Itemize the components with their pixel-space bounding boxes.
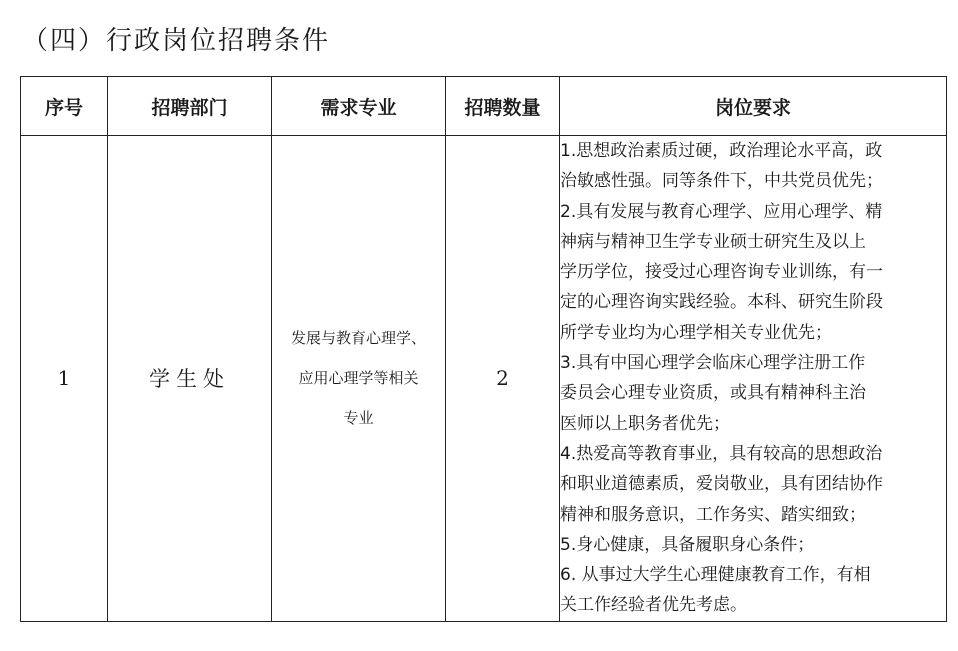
- requirement-line: 关工作经验者优先考虑。: [560, 595, 747, 616]
- requirement-line: 1.思想政治素质过硬，政治理论水平高，政: [560, 141, 883, 161]
- requirement-line: 精神和服务意识，工作务实、踏实细致；: [560, 504, 866, 525]
- cell-major: [272, 136, 446, 622]
- requirement-line: 学历学位，接受过心理咨询专业训练，有一: [560, 262, 883, 283]
- requirement-line: 2.具有发展与教育心理学、应用心理学、精: [560, 201, 883, 222]
- header-requirements: 岗位要求: [560, 77, 947, 136]
- major-line: 专业: [343, 409, 374, 428]
- requirement-line: 和职业道德素质，爱岗敬业，具有团结协作: [560, 474, 883, 495]
- table-header-row: [21, 77, 947, 136]
- requirement-line: 所学专业均为心理学相关专业优先；: [560, 322, 832, 343]
- requirement-line: 4.热爱高等教育事业，具有较高的思想政治: [560, 443, 883, 464]
- requirement-line: 医师以上职务者优先；: [560, 413, 730, 434]
- requirement-line: 定的心理咨询实践经验。本科、研究生阶段: [560, 292, 883, 313]
- major-line: 发展与教育心理学、: [290, 329, 426, 348]
- requirement-line: 3.具有中国心理学会临床心理学注册工作: [560, 353, 866, 374]
- header-quantity: 招聘数量: [446, 77, 560, 136]
- cell-requirements: [560, 136, 947, 622]
- header-index: 序号: [21, 77, 108, 136]
- header-major: 需求专业: [272, 77, 446, 136]
- header-department: 招聘部门: [108, 77, 272, 136]
- requirement-line: 5.身心健康，具备履职身心条件；: [560, 534, 815, 555]
- cell-department: 学生处: [108, 136, 272, 622]
- table-row: [21, 136, 947, 622]
- section-title: （四）行政岗位招聘条件: [22, 26, 331, 56]
- recruitment-table: [20, 76, 947, 622]
- major-line: 应用心理学等相关: [298, 369, 419, 388]
- cell-index: 1: [21, 136, 108, 622]
- requirement-line: 6. 从事过大学生心理健康教育工作，有相: [560, 565, 871, 586]
- requirement-line: 委员会心理专业资质，或具有精神科主治: [560, 383, 866, 404]
- cell-quantity: 2: [446, 136, 560, 622]
- requirement-line: 治敏感性强。同等条件下，中共党员优先；: [560, 171, 883, 192]
- requirement-line: 神病与精神卫生学专业硕士研究生及以上: [560, 231, 866, 252]
